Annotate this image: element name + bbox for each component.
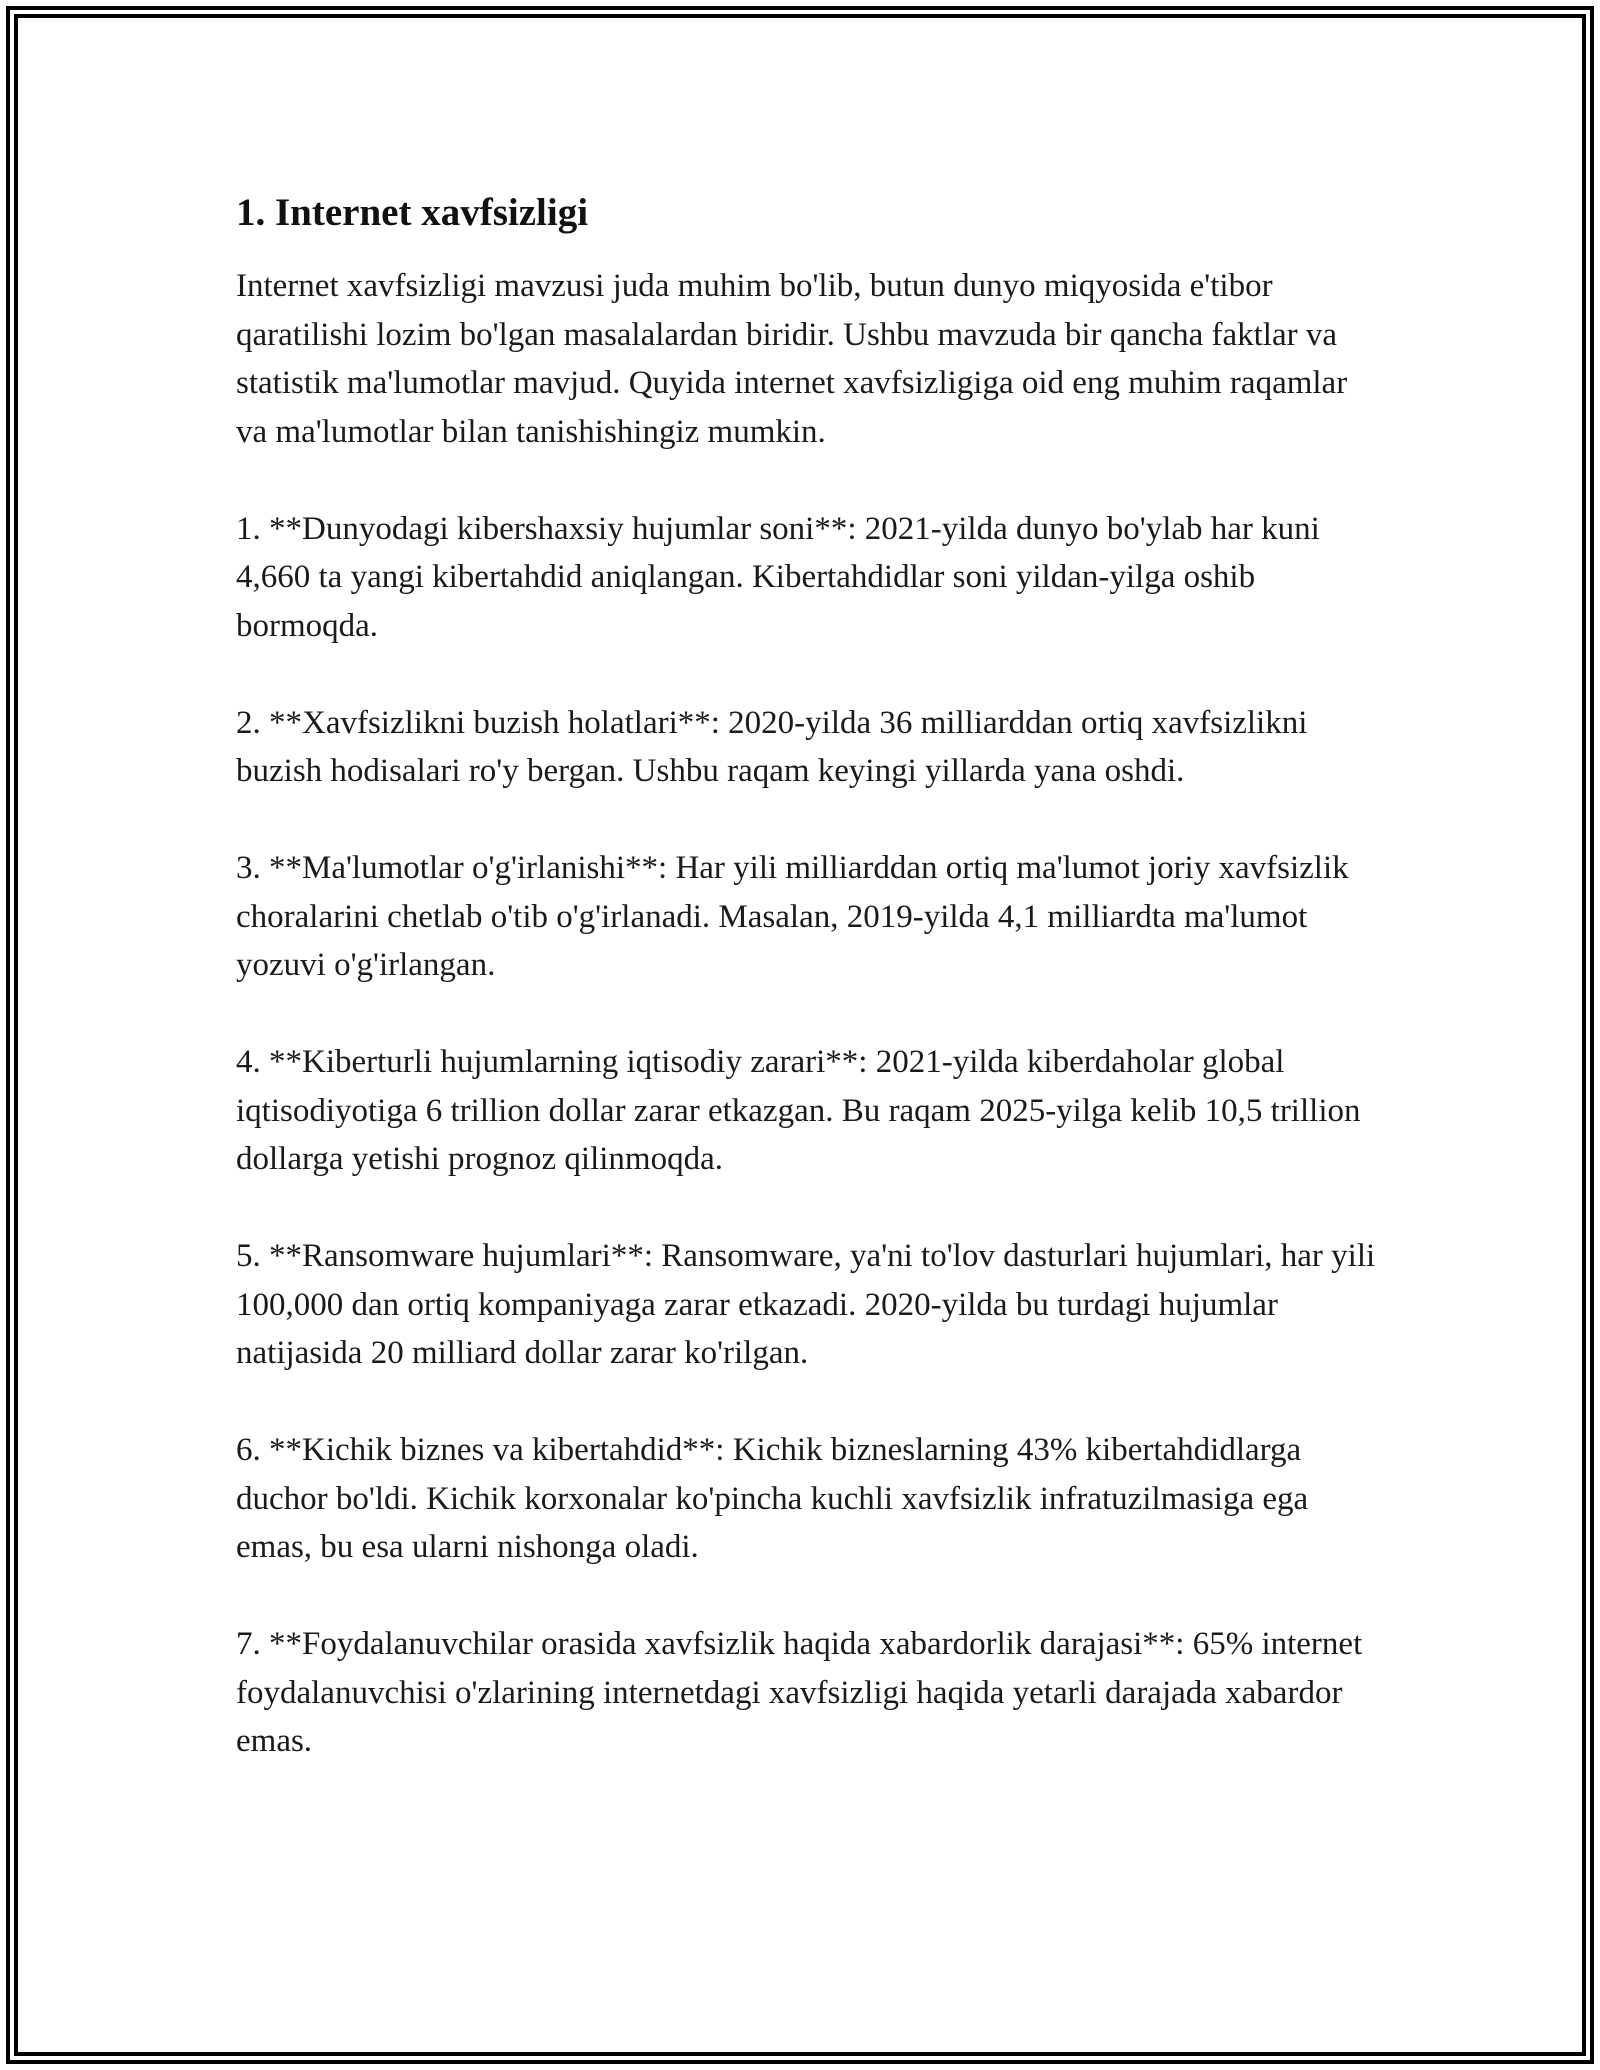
list-item-5: 5. **Ransomware hujumlari**: Ransomware, ya'ni to'lov dasturlari hujumlari, har yili 100,000 dan ortiq kompaniyaga zarar etkazadi. 2020-yilda bu turdagi hujumlar natijasida 20 milliard dollar zarar ko'rilgan.	[236, 1238, 1376, 1371]
intro-paragraph: Internet xavfsizligi mavzusi juda muhim bo'lib, butun dunyo miqyosida e'tibor qaratilishi lozim bo'lgan masalalardan biridir. Ushbu mavzuda bir qancha faktlar va statistik ma'lumotlar mavjud. Quyida internet xavfsizligiga oid eng muhim raqamlar va ma'lumotlar bilan tanishishingiz mumkin.	[236, 268, 1348, 450]
list-item-3: 3. **Ma'lumotlar o'g'irlanishi**: Har yili milliarddan ortiq ma'lumot joriy xavfsizlik choralarini chetlab o'tib o'g'irlanadi. Masalan, 2019-yilda 4,1 milliardta ma'lumot yozuvi o'g'irlangan.	[236, 850, 1349, 983]
list-item-1: 1. **Dunyodagi kibershaxsiy hujumlar soni**: 2021-yilda dunyo bo'ylab har kuni 4,660 ta yangi kibertahdid aniqlangan. Kibertahdidlar soni yildan-yilga oshib bormoqda.	[236, 510, 1320, 644]
list-item-4: 4. **Kiberturli hujumlarning iqtisodiy zarari**: 2021-yilda kiberdaholar global iqtisodiyotiga 6 trillion dollar zarar etkazgan. Bu raqam 2025-yilga kelib 10,5 trillion dollarga yetishi prognoz qilinmoqda.	[236, 1044, 1361, 1177]
list-item-6: 6. **Kichik biznes va kibertahdid**: Kichik bizneslarning 43% kibertahdidlarga duchor bo'ldi. Kichik korxonalar ko'pincha kuchli xavfsizlik infratuzilmasiga ega emas, bu esa ularni nishonga oladi.	[236, 1432, 1309, 1565]
list-item-7: 7. **Foydalanuvchilar orasida xavfsizlik haqida xabardorlik darajasi**: 65% internet foydalanuvchisi o'zlarining internetdagi xavfsizligi haqida yetarli darajada xabardor emas.	[236, 1626, 1363, 1759]
page-title: 1. Internet xavfsizligi	[236, 191, 589, 234]
list-item-2: 2. **Xavfsizlikni buzish holatlari**: 2020-yilda 36 milliarddan ortiq xavfsizlikni buzish hodisalari ro'y bergan. Ushbu raqam keyingi yillarda yana oshdi.	[236, 704, 1308, 789]
document-body	[236, 188, 1386, 1766]
